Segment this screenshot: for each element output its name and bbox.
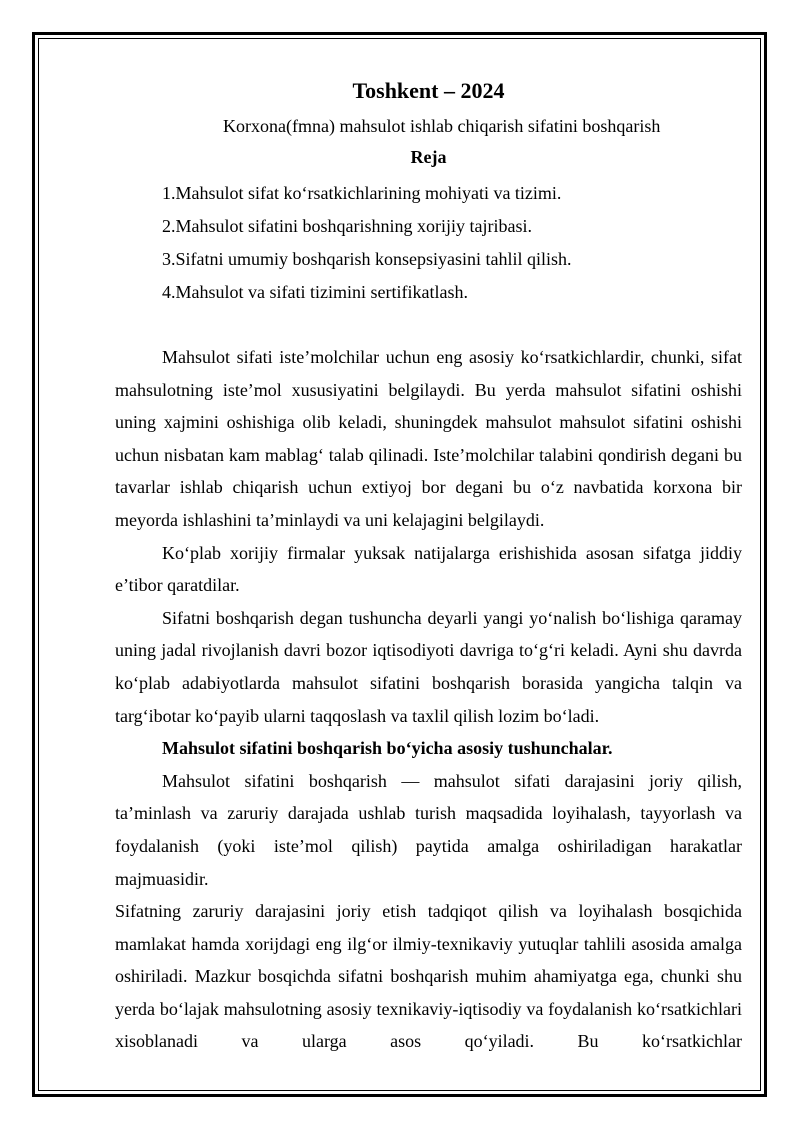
paragraph: Ko‘plab xorijiy firmalar yuksak natijalarga erishishida asosan sifatga jiddiy e’tibor qaratdilar.: [115, 542, 742, 596]
paragraph: Sifatni boshqarish degan tushuncha deyarli yangi yo‘nalish bo‘lishiga qaramay uning jadal rivojlanish davri bozor iqtisodiyoti davriga to‘g‘ri keladi. Ayni shu davrda ko‘plab adabiyotlarda mahsulot sifatini boshqarish borasida yangicha talqin va targ‘ibotar ko‘payib ularni taqqoslash va taxlil qilish lozim bo‘ladi.: [115, 607, 742, 726]
document-title: Toshkent – 2024: [352, 78, 505, 103]
paragraph: Sifatning zaruriy darajasini joriy etish tadqiqot qilish va loyihalash bosqichida mamlakat hamda xorijdagi eng ilg‘or ilmiy-texnikaviy yutuqlar tahlili asosida amalga oshiriladi. Mazkur bosqichda sifatni boshqarish muhim ahamiyatga ega, chunki shu yerda bo‘lajak mahsulotning asosiy texnikaviy-iqtisodiy va foydalanish ko‘rsatkichlari xisoblanadi va ularga asos qo‘yiladi. Bu ko‘rsatkichlar: [115, 901, 742, 1052]
plan-list: [115, 177, 742, 309]
document-subtitle: Korxona(fmna) mahsulot ishlab chiqarish sifatini boshqarish: [223, 116, 661, 136]
plan-heading: Reja: [410, 147, 447, 167]
plan-item: 3.Sifatni umumiy boshqarish konsepsiyasini tahlil qilish.: [162, 249, 572, 269]
plan-item: 4.Mahsulot va sifati tizimini sertifikatlash.: [162, 282, 468, 302]
plan-item: 2.Mahsulot sifatini boshqarishning xorijiy tajribasi.: [162, 216, 532, 236]
paragraph: Mahsulot sifati iste’molchilar uchun eng asosiy ko‘rsatkichlardir, chunki, sifat mahsulotning iste’mol xususiyatini belgilaydi. Bu yerda mahsulot sifatini oshishi uning xajmini oshishiga olib keladi, shuningdek mahsulot mahsulot sifatini oshishi uchun nisbatan kam mablag‘ talab qilinadi. Iste’molchilar talabini qondirish degani bu tavarlar ishlab chiqarish uchun extiyoj bor degani bu o‘z navbatida korxona bir meyorda ishlashini ta’minlaydi va uni kelajagini belgilaydi.: [115, 347, 742, 530]
section-heading: Mahsulot sifatini boshqarish bo‘yicha asosiy tushunchalar.: [162, 738, 613, 759]
document-body: [115, 76, 742, 1058]
paragraph: Mahsulot sifatini boshqarish — mahsulot sifati darajasini joriy qilish, ta’minlash va zaruriy darajada ushlab turish maqsadida loyihalash, tayyorlash va foydalanish (yoki iste’mol qilish) paytida amalga oshiriladigan harakatlar majmuasidir.: [115, 770, 742, 889]
body-text: [115, 341, 742, 1058]
plan-item: 1.Mahsulot sifat ko‘rsatkichlarining mohiyati va tizimi.: [162, 183, 562, 203]
